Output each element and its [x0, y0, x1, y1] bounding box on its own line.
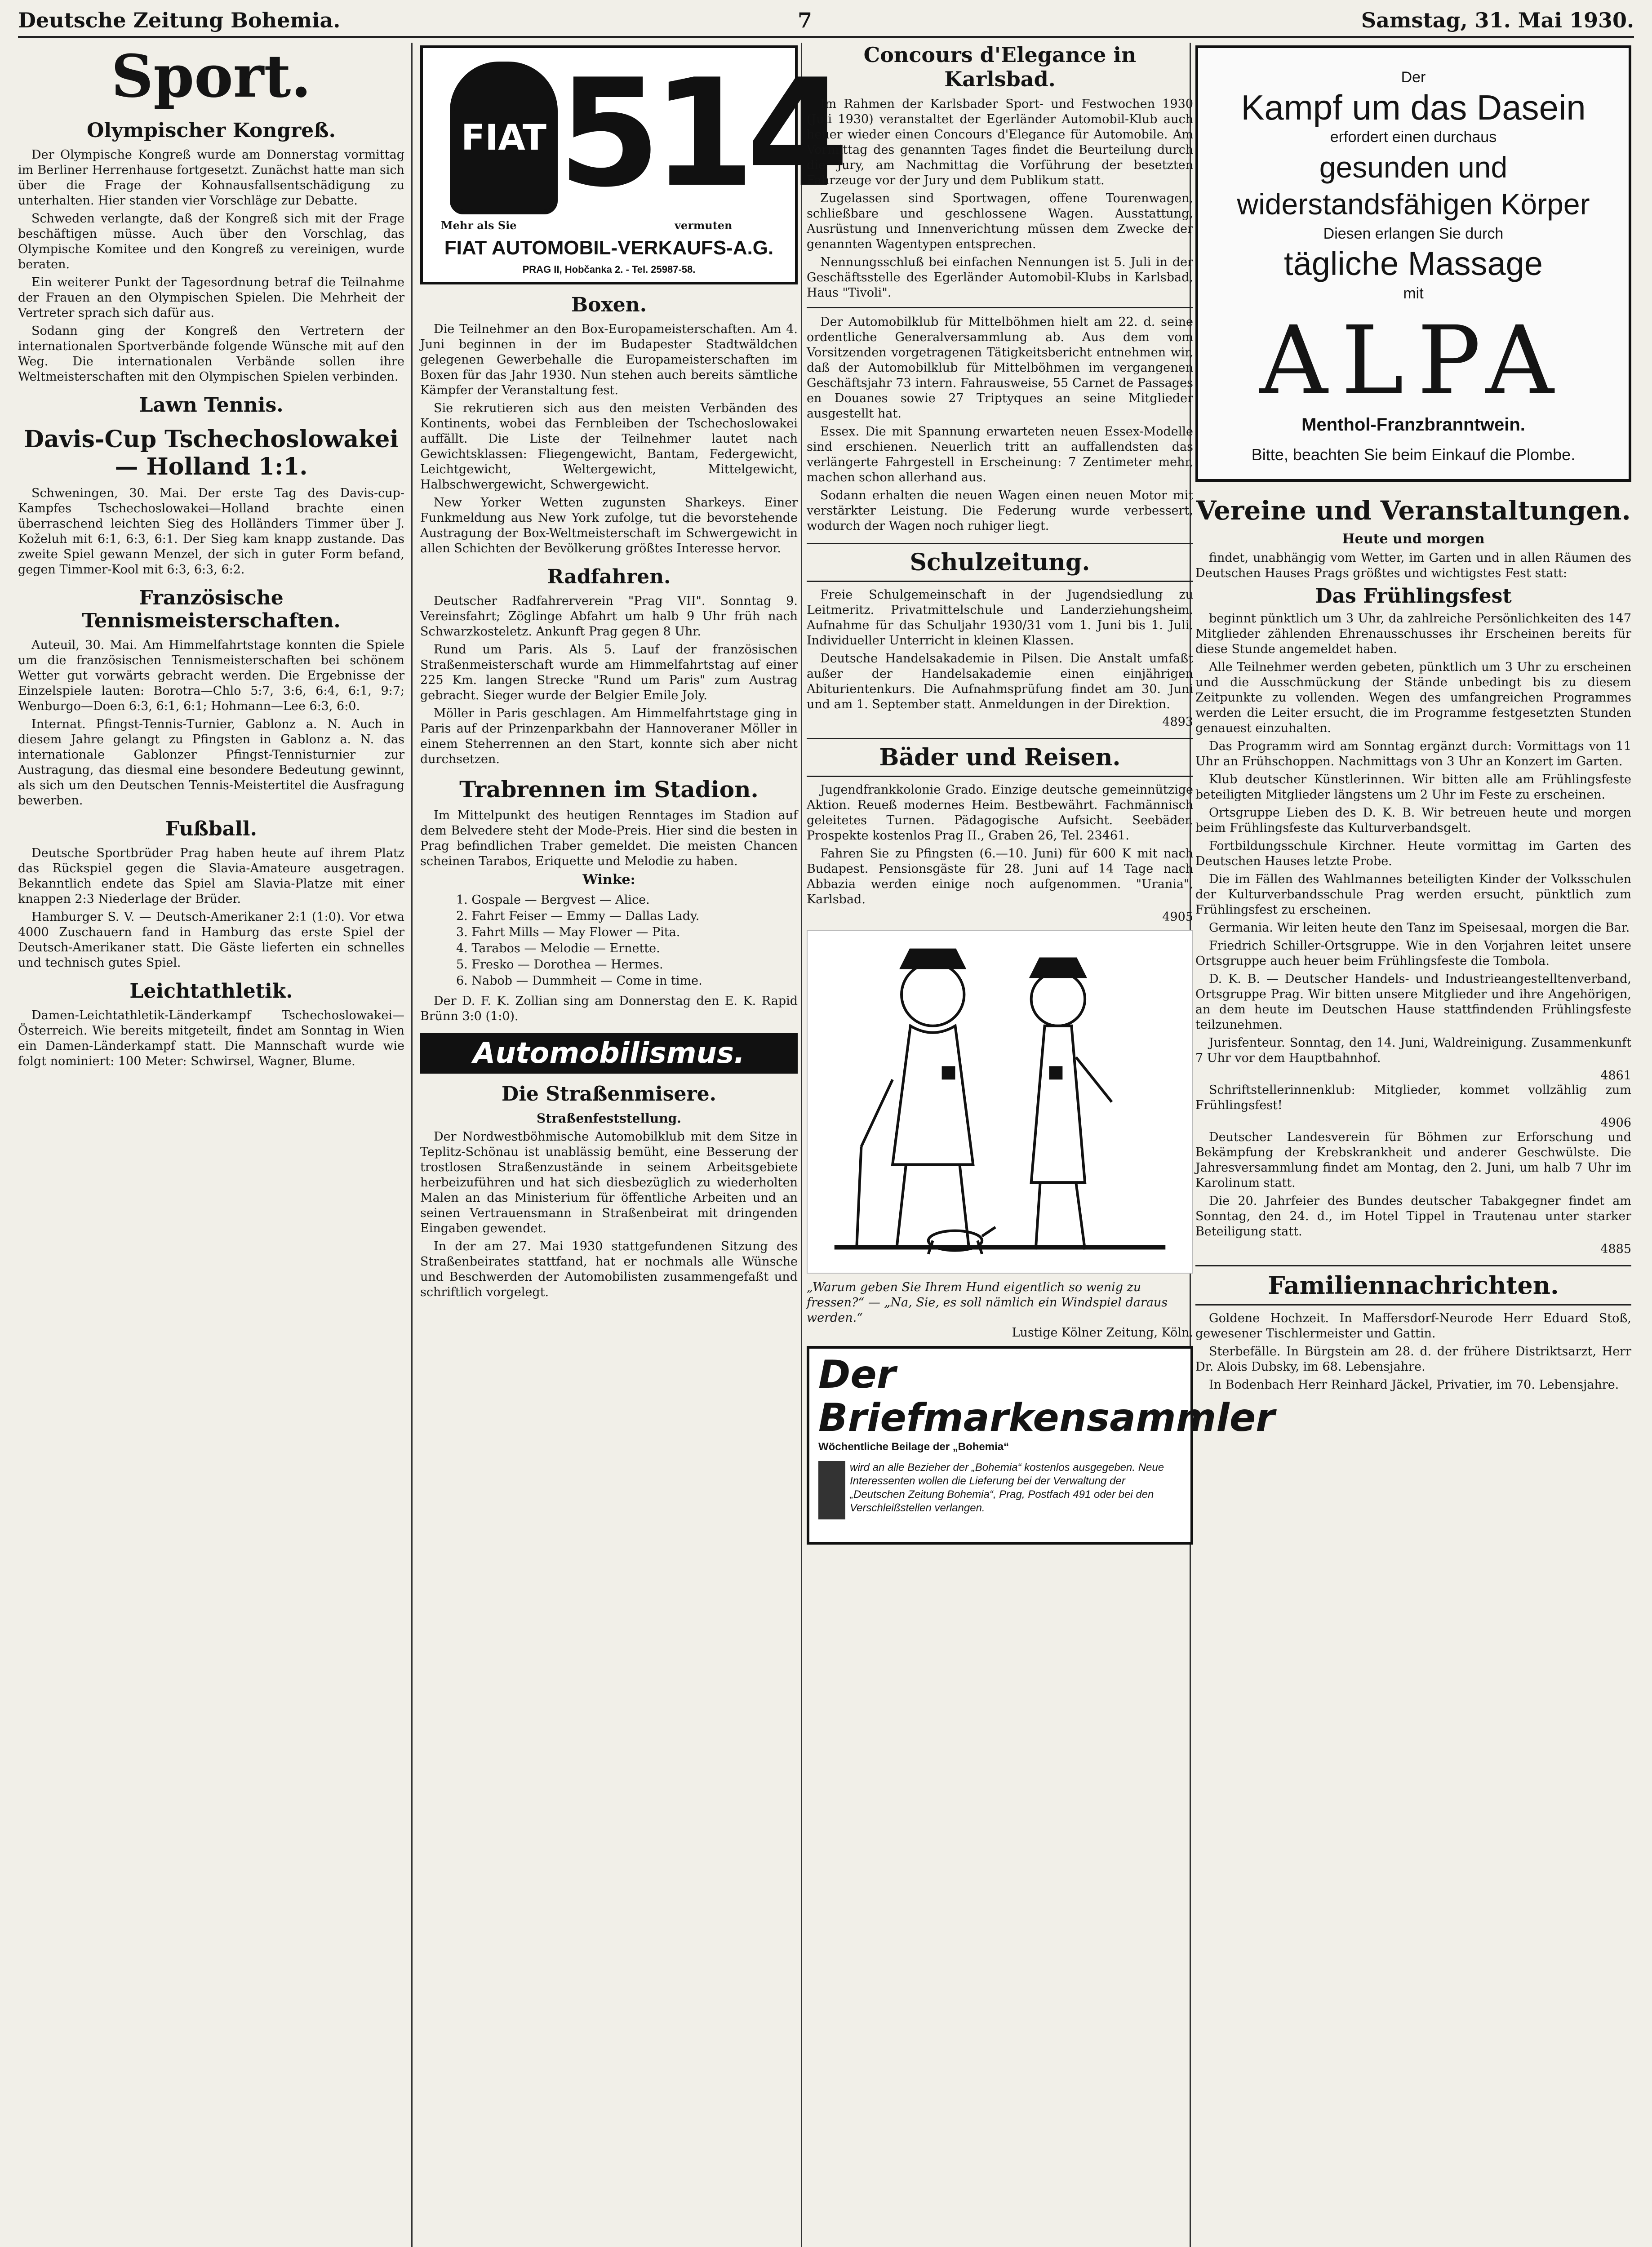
article-paragraph: Deutsche Sportbrüder Prag haben heute auf ihrem Platz das Rückspiel gegen die Slavia-Amateure ausgetragen. Bekanntlich endete das Spiel am Slavia-Platze mit einer knappen 2:3 Niederlage der Brüder.: [18, 846, 404, 906]
article-paragraph: Goldene Hochzeit. In Maffersdorf-Neurode Herr Eduard Stoß, gewesener Tischlermeister und Gattin.: [1195, 1311, 1631, 1341]
article-paragraph: Fahren Sie zu Pfingsten (6.—10. Juni) für 600 K mit nach Budapest. Pensionsgäste für 28. Juni auf 14 Tage nach Abbazia werden einige noch aufgenommen. "Urania", Karlsbad.: [807, 847, 1193, 906]
fiat-logo-icon: FIAT: [450, 62, 558, 214]
list-item: 5. Fresko — Dorothea — Hermes.: [456, 958, 663, 972]
alpa-brand: ALPA: [1259, 306, 1568, 416]
article-paragraph: New Yorker Wetten zugunsten Sharkeys. Einer Funkmeldung aus New York zufolge, tut die bevorstehende Austragung der Box-Weltmeisterschaft im Schwergewicht in allen Schichten der Bevölkerung größtes Interesse hervor.: [420, 496, 798, 555]
fruehlingsfest-heading: Das Frühlingsfest: [1315, 585, 1512, 608]
article-paragraph: Freie Schulgemeinschaft in der Jugendsiedlung zu Leitmeritz. Privatmittelschule und Landerziehungsheim. Aufnahme für das Schuljahr 1930/31 vom 1. Juni bis 1. Juli. Individueller Unterricht in kleinen Klassen.: [807, 588, 1193, 648]
article-paragraph: Das Programm wird am Sonntag ergänzt durch: Vormittags von 11 Uhr an Frühschoppen. Nachmittags von 3 Uhr an Konzert im Garten.: [1195, 739, 1631, 768]
list-item: 3. Fahrt Mills — May Flower — Pita.: [456, 925, 680, 939]
cartoon-caption: „Warum geben Sie Ihrem Hund eigentlich so wenig zu fressen?“ — „Na, Sie, es soll nämlich ein Windspiel daraus werden.“: [807, 1280, 1168, 1325]
article-paragraph: Möller in Paris geschlagen. Am Himmelfahrtstage ging in Paris auf der Prinzenparkbahn der Hannoveraner Möller in einem Steherrennen an den Start, konnte sich aber nicht durchsetzen.: [420, 706, 798, 766]
column-boxen: [420, 43, 840, 2247]
article-paragraph: Internat. Pfingst-Tennis-Turnier, Gablonz a. N. Auch in diesem Jahre gelangt zu Pfingsten in Gablonz a. N. das internationale Gablonzer Pfingst-Tennisturnier zur Austragung, das diesmal eine besondere Bedeutung gewinnt, als sich um den Deutschen Tennis-Meistertitel die Ausfragung bewerben.: [18, 717, 404, 808]
brief-subtitle: Wöchentliche Beilage der „Bohemia“: [818, 1441, 1009, 1453]
olymp-heading: Olympischer Kongreß.: [87, 119, 336, 142]
cartoon-figures-icon: [808, 931, 1192, 1273]
article-paragraph: Auteuil, 30. Mai. Am Himmelfahrtstage konnten die Spiele um die französischen Tennismeisterschaften bei schönem Wetter gut vorwärts gebracht werden. Die Ergebnisse der Einzelspiele lauten: Borotra—Chlo 5:7, 3:6, 6:4, 6:1, 9:7; Wenburgo—Doen 6:3, 6:1, 6:1; Hohmann—Lee 6:3, 6:0.: [18, 638, 404, 713]
article-paragraph: Sie rekrutieren sich aus den meisten Verbänden des Kontinents, wobei das Fernbleiben der Tschechoslowakei auffällt. Die Liste der Teilnehmer lautet nach Gewichtsklassen: Fliegengewicht, Bantam, Federgewicht, Leichtgewicht, Weltergewicht, Mittelgewicht, Halbschwergewicht, Schwergewicht.: [420, 401, 798, 492]
article-paragraph: Alle Teilnehmer werden gebeten, pünktlich um 3 Uhr zu erscheinen und die Ausschmückung der Stände unbedingt bis zu diesem Zeitpunkte zu vollenden. Wegen des umfangreichen Programmes werden die Leiter ersucht, die im Programme festgesetzten Stunden genauest einzuhalten.: [1195, 660, 1631, 735]
column-vereine: [1195, 43, 1631, 2247]
article-paragraph: Die im Fällen des Wahlmannes beteiligten Kinder der Volksschulen der Kulturverbandsschule Prag werden ersucht, pünktlich zum Frühlingsfest zu erscheinen.: [1195, 872, 1631, 917]
leichtathletik-heading: Leichtathletik.: [129, 980, 293, 1003]
page-number: 7: [798, 8, 813, 32]
article-paragraph: Fortbildungsschule Kirchner. Heute vormittag im Garten des Deutschen Hauses letzte Probe.: [1195, 839, 1631, 868]
article-paragraph: Schweden verlangte, daß der Kongreß sich mit der Frage beschäftigen müsse. Auch über den Vorschlag, das Olympische Komitee und den Kongreß zu vereinigen, wurde beraten.: [18, 212, 404, 271]
article-paragraph: Ortsgruppe Lieben des D. K. B. Wir betreuen heute und morgen beim Frühlingsfeste das Kulturverbandsgelt.: [1195, 806, 1631, 835]
strassenmisere-heading: Die Straßenmisere.: [502, 1083, 716, 1106]
winke-heading: Winke:: [582, 872, 635, 888]
alpa-advertisement: [1195, 45, 1631, 482]
vereine-subheading: Heute und morgen: [1342, 531, 1485, 547]
ad-reference: 4905: [1162, 910, 1193, 924]
article-paragraph: Friedrich Schiller-Ortsgruppe. Wie in den Vorjahren leitet unsere Ortsgruppe auch heuer beim Frühlingsfeste die Tombola.: [1195, 939, 1631, 968]
article-paragraph: Der Olympische Kongreß wurde am Donnerstag vormittag im Berliner Herrenhause fortgesetzt. Zunächst hatte man sich über die Frage der Kohnausfallsentschädigung zu unterhalten. Hier standen vier Vorschläge zur Debatte.: [18, 148, 404, 208]
article-paragraph: In Bodenbach Herr Reinhard Jäckel, Privatier, im 70. Lebensjahre.: [1209, 1378, 1619, 1392]
alpa-headline: Kampf um das Dasein: [1241, 88, 1586, 127]
strassen-subheading: Straßenfeststellung.: [537, 1111, 681, 1126]
vereine-heading: Vereine und Veranstaltungen.: [1196, 495, 1631, 526]
fiat-model-number: 514: [558, 47, 840, 220]
list-item: 2. Fahrt Feiser — Emmy — Dallas Lady.: [456, 909, 700, 923]
radfahren-heading: Radfahren.: [547, 565, 671, 588]
article-paragraph: Im Rahmen der Karlsbader Sport- und Festwochen 1930 (Juli 1930) veranstaltet der Egerländer Automobil-Klub auch heuer wieder einen Concours d'Elegance für Automobile. Am Vormittag des genannten Tages findet die Beurteilung durch die Jury, am Nachmittag die Vorführung der besetzten Fahrzeuge vor der Jury und dem Publikum statt.: [807, 97, 1193, 187]
fiat-slogan-left: Mehr als Sie: [441, 219, 517, 232]
article-paragraph: Der D. F. K. Zollian sing am Donnerstag den E. K. Rapid Brünn 3:0 (1:0).: [420, 994, 798, 1023]
alpa-line: Diesen erlangen Sie durch: [1323, 225, 1504, 242]
article-paragraph: Der Automobilklub für Mittelböhmen hielt am 22. d. seine ordentliche Generalversammlung ab. Aus dem vom Vorsitzenden vorgetragenen Tätigkeitsbericht entnehmen wir, daß der Automobilklub für Mittelböhmen im vergangenen Geschäftsjahr 73 intern. Fahrausweise, 55 Carnet de Passages en Douanes sowie 27 Triptyques an seine Mitglieder ausgestellt hat.: [807, 315, 1193, 421]
concours-heading: Concours d'Elegance in Karlsbad.: [863, 43, 1137, 91]
column-rule: [801, 43, 802, 2247]
article-paragraph: Zugelassen sind Sportwagen, offene Tourenwagen, schließbare und geschlossene Wagen. Ausstattung, Ausrüstung und Innenverichtung müssen dem Zwecke der genannten Wagentypen entsprechen.: [807, 191, 1193, 251]
tips-list: [456, 892, 798, 989]
alpa-footer: Bitte, beachten Sie beim Einkauf die Plombe.: [1251, 445, 1576, 464]
article-paragraph: Im Mittelpunkt des heutigen Renntages im Stadion auf dem Belvedere steht der Mode-Preis. Hier sind die besten in Prag befindlichen Traber gemeldet. Die meisten Chancen scheinen Tarabos, Eriquette und Melodie zu haben.: [420, 808, 798, 868]
boxen-heading: Boxen.: [571, 293, 647, 316]
newspaper-name: Deutsche Zeitung Bohemia.: [18, 8, 341, 32]
ad-reference: 4861: [1600, 1069, 1631, 1083]
article-paragraph: Nennungsschluß bei einfachen Nennungen ist 5. Juli in der Geschäftsstelle des Egerländer Automobil-Klubs in Karlsbad, Haus "Tivoli".: [807, 255, 1193, 300]
column-sport: [18, 43, 404, 2247]
cartoon-source: Lustige Kölner Zeitung, Köln.: [1012, 1326, 1193, 1340]
article-paragraph: Rund um Paris. Als 5. Lauf der französischen Straßenmeisterschaft wurde am Himmelfahrtstag auf einer 225 Km. langen Strecke "Rund um Paris" zum Austrag gebracht. Sieger wurde der Belgier Emile Joly.: [420, 643, 798, 702]
ad-reference: 4893: [1162, 715, 1193, 729]
article-paragraph: beginnt pünktlich um 3 Uhr, da zahlreiche Persönlichkeiten des 147 Mitglieder zählenden Ehrenausschusses ihr Erscheinen bereits für diese Stunde angemeldet haben.: [1195, 612, 1631, 656]
alpa-line: mit: [1403, 285, 1424, 302]
automobilismus-heading: Automobilismus.: [420, 1033, 798, 1074]
fussball-heading: Fußball.: [165, 817, 257, 840]
alpa-line: erfordert einen durchaus: [1330, 129, 1497, 146]
article-paragraph: Schweningen, 30. Mai. Der erste Tag des Davis-cup-Kampfes Tschechoslowakei—Holland brachte einen überraschend leichten Sieg des Holländers Timmer über J. Koželuh mit 6:1, 6:3, 6:1. Der Sieg kam knapp zustande. Das zweite Spiel gewann Menzel, der sich in guter Form befand, gegen Timmer-Kool mit 6:3, 6:3, 6:2.: [18, 486, 404, 577]
alpa-product: Menthol-Franzbranntwein.: [1301, 415, 1525, 435]
franz-tennis-heading: Französische Tennismeisterschaften.: [82, 586, 341, 632]
article-paragraph: Deutscher Radfahrerverein "Prag VII". Sonntag 9. Vereinsfahrt; Zöglinge Abfahrt um halb 9 Uhr früh nach Schwarzkosteletz. Ankunft Prag gegen 8 Uhr.: [420, 594, 798, 639]
article-paragraph: findet, unabhängig vom Wetter, im Garten und in allen Räumen des Deutschen Hauses Prags größtes und wichtigstes Fest statt:: [1195, 551, 1631, 580]
schulzeitung-heading: Schulzeitung.: [807, 543, 1193, 582]
article-paragraph: In der am 27. Mai 1930 stattgefundenen Sitzung des Straßenbeirates stattfand, hat er nochmals alle Wünsche und Beschwerden der Automobilisten zusammengefaßt und schriftlich vorgelegt.: [420, 1239, 798, 1299]
masthead: [18, 4, 1634, 38]
article-paragraph: Deutsche Handelsakademie in Pilsen. Die Anstalt umfaßt außer der Handelsakademie einen einjährigen Abiturientenkurs. Die Aufnahmsprüfung findet am 30. Juni und am 1. September statt. Anmeldungen in der Direktion.: [807, 652, 1193, 711]
column-rule: [411, 43, 413, 2247]
trabrennen-heading: Trabrennen im Stadion.: [459, 776, 759, 803]
divider: [807, 307, 1193, 308]
fiat-slogan-right: vermuten: [675, 219, 733, 232]
article-paragraph: Deutscher Landesverein für Böhmen zur Erforschung und Bekämpfung der Krebskrankheit und anderer Geschwülste. Die Jahresversammlung findet am Montag, den 2. Juni, um halb 7 Uhr im Karolinum statt.: [1195, 1130, 1631, 1190]
list-item: 6. Nabob — Dummheit — Come in time.: [456, 974, 702, 988]
column-concours: [807, 43, 1275, 2247]
article-paragraph: Damen-Leichtathletik-Länderkampf Tschechoslowakei—Österreich. Wie bereits mitgeteilt, findet am Sonntag in Wien ein Damen-Länderkampf statt. Die Mannschaft wurde wie folgt nominiert: 100 Meter: Schwirsel, Wagner, Blume.: [18, 1008, 404, 1068]
alpa-line: gesunden und widerstandsfähigen Körper: [1237, 151, 1590, 221]
article-paragraph: Germania. Wir leiten heute den Tanz im Speisesaal, morgen die Bar.: [1209, 921, 1630, 935]
alpa-line: tägliche Massage: [1284, 245, 1543, 282]
briefmarkensammler-advertisement: [807, 1346, 1275, 1545]
article-paragraph: Hamburger S. V. — Deutsch-Amerikaner 2:1 (1:0). Vor etwa 4000 Zuschauern fand in Hamburg das erste Spiel der Deutsch-Amerikaner statt. Die Gäste lieferten ein schnelles und technisch gutes Spiel.: [18, 910, 404, 970]
brief-title: Der Briefmarkensammler: [818, 1352, 1275, 1440]
lawn-tennis-heading: Lawn Tennis.: [139, 394, 284, 417]
fiat-address: PRAG II, Hobčanka 2. - Tel. 25987-58.: [522, 264, 696, 275]
article-paragraph: Sodann ging der Kongreß den Vertretern der internationalen Sportverbände folgende Wünsche mit auf den Weg. Die internationalen Verbände sollen ihre Weltmeisterschaften mit den Olympischen Spielen verbinden.: [18, 324, 404, 384]
article-paragraph: Sterbefälle. In Bürgstein am 28. d. der frühere Distriktsarzt, Herr Dr. Alois Dubsky, im 68. Lebensjahre.: [1195, 1345, 1631, 1374]
brief-text: wird an alle Bezieher der „Bohemia“ kostenlos ausgegeben. Neue Interessenten wollen die Lieferung bei der Verwaltung der „Deutschen Zeitung Bohemia“, Prag, Postfach 491 oder bei den Verschleißstellen verlangen.: [850, 1461, 1164, 1514]
article-paragraph: Die Teilnehmer an den Box-Europameisterschaften. Am 4. Juni beginnen in der im Budapester Stadtwäldchen gelegenen Gewerbehalle die Europameisterschaften im Boxen für das Jahr 1930. Nun stehen auch bereits sämtliche Kämpfer der Veranstaltung fest.: [420, 322, 798, 397]
ad-reference: 4885: [1600, 1242, 1631, 1256]
issue-date: Samstag, 31. Mai 1930.: [1361, 8, 1634, 32]
fiat-company: FIAT AUTOMOBIL-VERKAUFS-A.G.: [444, 237, 774, 259]
article-paragraph: D. K. B. — Deutscher Handels- und Industrieangestelltenverband, Ortsgruppe Prag. Wir bitten unsere Mitglieder und ihre Angehörigen, an dem heute im Deutschen Hause stattfindenden Frühlingsfeste teilzunehmen.: [1195, 972, 1631, 1032]
sport-title: Sport.: [111, 42, 311, 111]
familie-heading: Familiennachrichten.: [1195, 1265, 1631, 1306]
article-paragraph: Jugendfrankkolonie Grado. Einzige deutsche gemeinnützige Aktion. Reueß modernes Heim. Bestbewährt. Fachmännisch geleitetes Turnen. Pädagogische Aufsicht. Seebäder. Prospekte kostenlos Prag II., Graben 26, Tel. 23461.: [807, 783, 1193, 843]
fiat-advertisement: [420, 45, 840, 284]
list-item: 4. Tarabos — Melodie — Ernette.: [456, 941, 660, 955]
article-paragraph: Die 20. Jahrfeier des Bundes deutscher Tabakgegner findet am Sonntag, den 24. d., im Hotel Tippel in Trautenau unter starker Beteiligung statt.: [1195, 1194, 1631, 1239]
article-paragraph: Ein weiterer Punkt der Tagesordnung betraf die Teilnahme der Frauen an den Olympischen Spielen. Die Mehrheit der Vertreter sprach sich dafür aus.: [18, 275, 404, 320]
article-paragraph: Der Nordwestböhmische Automobilklub mit dem Sitze in Teplitz-Schönau ist unablässig bemüht, eine Besserung der trostlosen Straßenzustände in seinem Arbeitsgebiete herbeizuführen und hat sich diesbezüglich zu wiederholten Malen an das Ministerium für öffentliche Arbeiten und an seinen Vertrauensmann in Straßenbeirat mit dringenden Eingaben gewendet.: [420, 1130, 798, 1235]
stamp-icon: [818, 1461, 845, 1519]
article-paragraph: Klub deutscher Künstlerinnen. Wir bitten alle am Frühlingsfeste beteiligten Mitglieder längstens um 2 Uhr im Feste zu erscheinen.: [1195, 773, 1631, 802]
cartoon-illustration: [807, 930, 1193, 1274]
article-paragraph: Sodann erhalten die neuen Wagen einen neuen Motor mit verstärkter Leistung. Die Federung wurde verbessert, wodurch der Wagen noch ruhiger liegt.: [807, 488, 1193, 533]
article-paragraph: Essex. Die mit Spannung erwarteten neuen Essex-Modelle sind erschienen. Neuerlich tritt an auffallendsten das verlängerte Fahrgestell in Erscheinung: 7 Zentimeter mehr, machen schon allerhand aus.: [807, 425, 1193, 484]
baeder-heading: Bäder und Reisen.: [807, 738, 1193, 777]
ad-reference: 4906: [1600, 1116, 1631, 1130]
article-paragraph: Jurisfenteur. Sonntag, den 14. Juni, Waldreinigung. Zusammenkunft 7 Uhr vor dem Hauptbahnhof.: [1195, 1036, 1631, 1065]
article-paragraph: Schriftstellerinnenklub: Mitglieder, kommet vollzählig zum Frühlingsfest!: [1195, 1083, 1631, 1112]
alpa-line: Der: [1401, 69, 1426, 86]
list-item: 1. Gospale — Bergvest — Alice.: [456, 893, 650, 907]
davis-cup-heading: Davis-Cup Tschechoslowakei — Holland 1:1.: [23, 426, 399, 480]
